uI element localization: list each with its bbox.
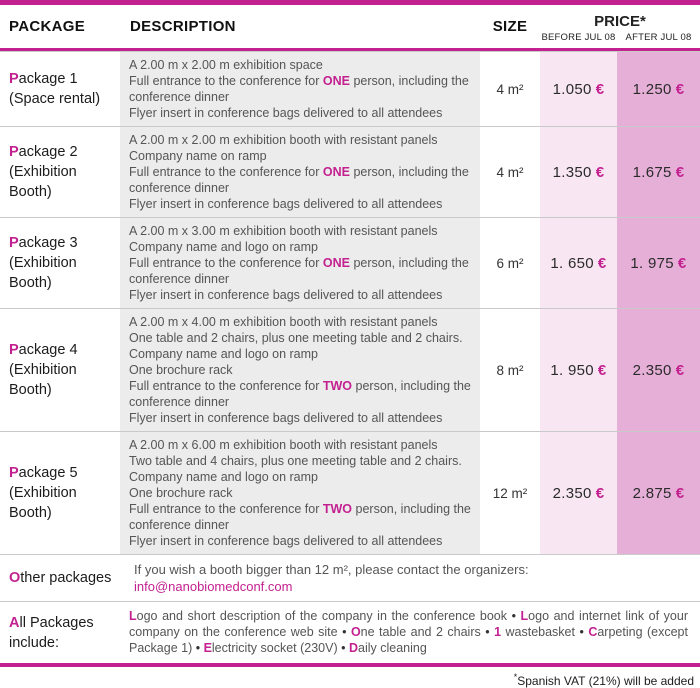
price-before-cell: [540, 52, 617, 126]
package-initial: P: [9, 235, 19, 251]
euro-currency-symbol: €: [595, 484, 605, 502]
vat-footnote: [0, 667, 700, 688]
package-initial: P: [9, 144, 19, 160]
other-packages-text: If you wish a booth bigger than 12 m², please contact the organizers:: [134, 562, 529, 577]
euro-currency-symbol: €: [595, 163, 605, 181]
description-line: Full entrance to the conference for ONE person, including the: [129, 256, 469, 270]
description-line: Flyer insert in conference bags delivered to all attendees: [129, 534, 443, 548]
euro-currency-symbol: €: [675, 163, 685, 181]
description-cell: [120, 432, 480, 554]
description-line: Two table and 4 chairs, plus one meeting table and 2 chairs.: [129, 454, 462, 468]
price-after-cell: [617, 127, 700, 217]
label-initial: A: [9, 614, 20, 631]
bullet-separator: •: [337, 625, 351, 639]
bullet-separator: •: [337, 641, 349, 655]
description-cell: [120, 52, 480, 126]
description-line: A 2.00 m x 4.00 m exhibition booth with resistant panels: [129, 315, 438, 329]
description-line: Company name and logo on ramp: [129, 347, 319, 361]
price-after-value: 2.350: [632, 361, 672, 379]
euro-currency-symbol: €: [675, 361, 685, 379]
description-line: A 2.00 m x 2.00 m exhibition space: [129, 58, 323, 72]
description-line: Flyer insert in conference bags delivered to all attendees: [129, 288, 443, 302]
euro-currency-symbol: €: [675, 484, 685, 502]
description-line: Flyer insert in conference bags delivered to all attendees: [129, 106, 443, 120]
package-name-cell: [0, 52, 120, 126]
table-row-package-3: [0, 217, 700, 308]
all-packages-label: All Packages include:: [0, 602, 120, 663]
description-line: A 2.00 m x 6.00 m exhibition booth with resistant panels: [129, 438, 438, 452]
header-price: PRICE*: [594, 12, 646, 30]
size-value: 8 m²: [480, 309, 540, 431]
description-line: conference dinner: [129, 272, 230, 286]
price-after-value: 1.675: [632, 163, 672, 181]
package-initial: P: [9, 342, 19, 358]
price-before-value: 1.350: [552, 163, 592, 181]
table-header-row: [0, 5, 700, 48]
package-name: Package 2: [9, 144, 78, 160]
package-name: Package 1: [9, 71, 78, 87]
bullet-separator: •: [506, 609, 521, 623]
size-value: 4 m²: [480, 52, 540, 126]
attendee-count-highlight: TWO: [322, 502, 353, 516]
table-row-package-1: [0, 51, 700, 126]
other-packages-description: [120, 555, 700, 601]
attendee-count-highlight: TWO: [322, 379, 353, 393]
table-row-all-packages: [0, 601, 700, 663]
attendee-count-highlight: ONE: [322, 74, 350, 88]
package-name-cell: [0, 218, 120, 308]
label-initial: O: [9, 570, 21, 586]
description-line: Full entrance to the conference for TWO person, including the: [129, 379, 471, 393]
description-line: Company name and logo on ramp: [129, 470, 319, 484]
package-subtitle: (Exhibition Booth): [9, 485, 77, 521]
price-before-cell: [540, 309, 617, 431]
description-line: Flyer insert in conference bags delivered to all attendees: [129, 197, 443, 211]
price-after-cell: [617, 309, 700, 431]
euro-currency-symbol: €: [677, 254, 687, 272]
package-subtitle: (Exhibition Booth): [9, 362, 77, 398]
all-packages-description: Logo and short description of the company in the conference book • Logo and internet link of your company on the conference web site • One table and 2 chairs • 1 wastebasket • Carpeting (except Package 1) • Electricity socket (230V) • Daily cleaning: [129, 609, 688, 655]
price-before-value: 2.350: [552, 484, 592, 502]
package-name-cell: [0, 127, 120, 217]
description-line: Full entrance to the conference for TWO person, including the: [129, 502, 471, 516]
price-before-cell: [540, 218, 617, 308]
footnote-asterisk: *: [513, 672, 518, 682]
price-after-value: 1. 975: [630, 254, 674, 272]
price-before-cell: [540, 432, 617, 554]
description-line: Company name and logo on ramp: [129, 240, 319, 254]
description-cell: [120, 309, 480, 431]
contact-email-link[interactable]: info@nanobiomedconf.com: [134, 579, 293, 594]
table-row-other-packages: [0, 554, 700, 601]
size-value: 6 m²: [480, 218, 540, 308]
description-line: One brochure rack: [129, 363, 233, 377]
all-packages-label-line2: include:: [9, 634, 59, 651]
description-cell: [120, 218, 480, 308]
package-name-cell: [0, 432, 120, 554]
package-name: Package 4: [9, 342, 78, 358]
header-price-group: [540, 11, 700, 43]
description-line: Full entrance to the conference for ONE person, including the: [129, 165, 469, 179]
price-after-value: 1.250: [632, 80, 672, 98]
description-line: A 2.00 m x 2.00 m exhibition booth with resistant panels: [129, 133, 438, 147]
description-line: Flyer insert in conference bags delivered to all attendees: [129, 411, 443, 425]
package-name-cell: [0, 309, 120, 431]
price-after-cell: [617, 218, 700, 308]
package-subtitle: (Exhibition Booth): [9, 255, 77, 291]
price-before-value: 1. 650: [550, 254, 594, 272]
package-subtitle: (Exhibition Booth): [9, 164, 77, 200]
description-line: conference dinner: [129, 395, 230, 409]
euro-currency-symbol: €: [597, 361, 607, 379]
description-line: Company name on ramp: [129, 149, 267, 163]
table-row-package-2: [0, 126, 700, 217]
euro-currency-symbol: €: [597, 254, 607, 272]
header-size: SIZE: [492, 18, 528, 35]
description-line: conference dinner: [129, 181, 230, 195]
header-before-jul-08: BEFORE JUL 08: [541, 31, 616, 43]
price-after-value: 2.875: [632, 484, 672, 502]
price-after-cell: [617, 52, 700, 126]
description-line: Full entrance to the conference for ONE person, including the: [129, 74, 469, 88]
bullet-separator: •: [480, 625, 495, 639]
header-package: PACKAGE: [9, 18, 85, 35]
attendee-count-highlight: ONE: [322, 165, 350, 179]
price-before-value: 1. 950: [550, 361, 594, 379]
euro-currency-symbol: €: [675, 80, 685, 98]
attendee-count-highlight: ONE: [322, 256, 350, 270]
description-line: One table and 2 chairs, plus one meeting table and 2 chairs.: [129, 331, 463, 345]
price-after-cell: [617, 432, 700, 554]
package-name: Package 3: [9, 235, 78, 251]
description-line: A 2.00 m x 3.00 m exhibition booth with resistant panels: [129, 224, 438, 238]
other-packages-label: Other packages: [9, 570, 112, 586]
header-price-subcolumns: [540, 32, 700, 43]
description-cell: [120, 127, 480, 217]
euro-currency-symbol: €: [595, 80, 605, 98]
package-initial: P: [9, 465, 19, 481]
header-after-jul-08: AFTER JUL 08: [625, 31, 692, 43]
bullet-separator: •: [192, 641, 204, 655]
description-line: conference dinner: [129, 90, 230, 104]
price-before-value: 1.050: [552, 80, 592, 98]
description-line: One brochure rack: [129, 486, 233, 500]
footnote-text: Spanish VAT (21%) will be added: [517, 674, 694, 688]
package-name: Package 5: [9, 465, 78, 481]
size-value: 4 m²: [480, 127, 540, 217]
bullet-separator: •: [574, 625, 589, 639]
table-row-package-4: [0, 308, 700, 431]
size-value: 12 m²: [480, 432, 540, 554]
price-before-cell: [540, 127, 617, 217]
header-description: DESCRIPTION: [130, 18, 236, 35]
description-line: conference dinner: [129, 518, 230, 532]
package-initial: P: [9, 71, 19, 87]
package-subtitle: (Space rental): [9, 91, 101, 107]
table-row-package-5: [0, 431, 700, 554]
